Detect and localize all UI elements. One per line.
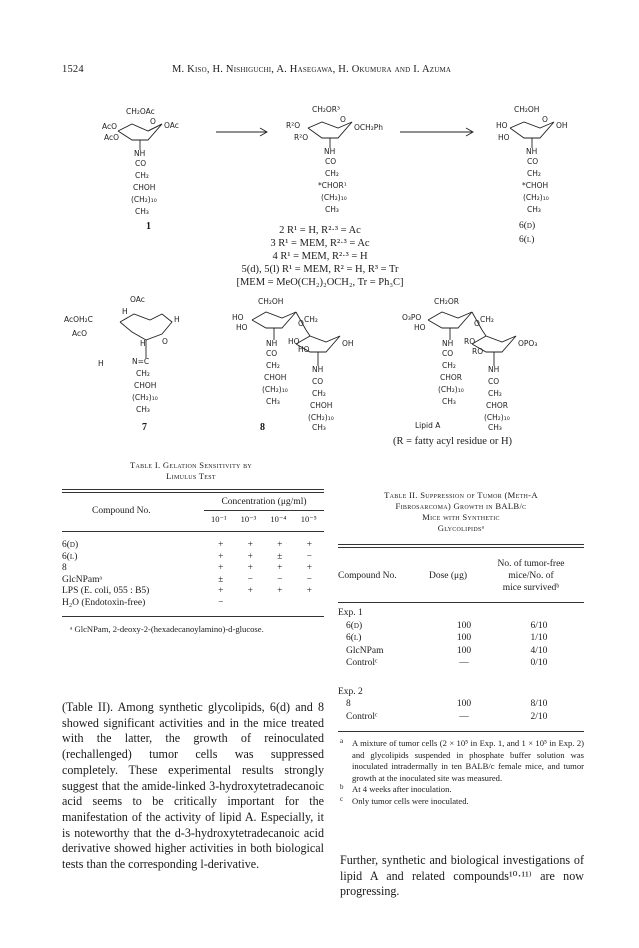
legend-line: 3 R¹ = MEM, R²·³ = Ac xyxy=(270,238,370,249)
table1-cell: + xyxy=(218,563,224,574)
table2-col-result-line: mice/No. of xyxy=(508,571,554,581)
table1-cell: + xyxy=(277,586,283,597)
table1-cell: + xyxy=(306,540,312,550)
svg-text:*CHOH: *CHOH xyxy=(522,181,549,190)
table1-cell: + xyxy=(277,563,283,574)
svg-text:CH₂OAc: CH₂OAc xyxy=(126,107,155,116)
svg-text:CO: CO xyxy=(442,349,454,358)
svg-text:NH: NH xyxy=(266,339,278,348)
table1-cell: ± xyxy=(277,551,283,562)
svg-text:(CH₂)₁₀: (CH₂)₁₀ xyxy=(321,193,347,202)
table1-cell: + xyxy=(306,586,312,597)
compound-legend xyxy=(200,224,440,289)
svg-text:CH₂: CH₂ xyxy=(442,361,456,370)
svg-text:O: O xyxy=(298,319,304,328)
compound-label-7: 7 xyxy=(142,422,147,433)
svg-text:CH₂OR³: CH₂OR³ xyxy=(312,105,341,114)
table2-compound: GlcNPam xyxy=(346,645,384,656)
svg-text:(CH₂)₁₀: (CH₂)₁₀ xyxy=(438,385,464,394)
table2-dose: 100 xyxy=(456,645,472,656)
table2-caption-line: Glycolipidsᵃ xyxy=(437,523,485,533)
svg-text:H: H xyxy=(140,339,146,348)
table2-col-result-line: mice survivedᵇ xyxy=(502,583,560,593)
table2-dose: 100 xyxy=(456,633,472,643)
table1-compound: H₂O (Endotoxin-free) xyxy=(62,597,146,608)
table1-conc-header: 10⁻³ xyxy=(240,514,257,524)
table1-cell: + xyxy=(247,551,253,562)
table-row xyxy=(62,563,324,575)
svg-text:CH₂: CH₂ xyxy=(312,389,326,398)
svg-text:CH₂: CH₂ xyxy=(480,315,494,324)
table2-col-result-line: No. of tumor-free xyxy=(497,559,565,569)
table1-caption-line: Table I. Gelation Sensitivity by xyxy=(129,460,253,470)
table1-cell: − xyxy=(306,551,312,562)
table2-compound: 6(l) xyxy=(346,633,362,643)
svg-text:O: O xyxy=(340,115,346,124)
table2-footnote-c: Only tumor cells were inoculated. xyxy=(352,795,469,806)
structures-7-8-lipidA xyxy=(62,292,582,432)
table1-caption-line: Limulus Test xyxy=(166,471,216,481)
table1-caption xyxy=(62,460,320,482)
svg-text:HO: HO xyxy=(298,345,310,354)
table1-compound: 6(l) xyxy=(62,551,78,562)
svg-text:CO: CO xyxy=(325,157,337,166)
table1-cell: ± xyxy=(218,574,224,585)
table-row xyxy=(62,598,324,610)
table2-exp2-label: Exp. 2 xyxy=(338,686,363,697)
svg-text:NH: NH xyxy=(312,365,324,374)
svg-text:(CH₂)₁₀: (CH₂)₁₀ xyxy=(484,413,510,422)
svg-text:HO: HO xyxy=(232,313,244,322)
running-head-authors: M. Kiso, H. Nishiguchi, A. Hasegawa, H. Okumura and I. Azuma xyxy=(172,64,452,75)
table2-compound: 8 xyxy=(346,699,351,709)
svg-text:CH₂OH: CH₂OH xyxy=(258,297,284,306)
svg-text:(CH₂)₁₀: (CH₂)₁₀ xyxy=(262,385,288,394)
svg-text:AcO: AcO xyxy=(102,122,118,131)
svg-text:AcO: AcO xyxy=(72,329,88,338)
svg-text:AcOH₂C: AcOH₂C xyxy=(64,315,93,324)
table1-conc-header: 10⁻⁵ xyxy=(300,514,317,524)
table-row xyxy=(338,711,584,724)
svg-text:HO: HO xyxy=(498,133,510,142)
table2-compound: Controlᶜ xyxy=(346,711,378,722)
body-text-left: (Table II). Among synthetic glycolipids, 6(d) and 8 showed significant activities and in the mice treated with the latter, the growth of reinoculated (rechallenged) tumor cells was suppressed completely. These experimental results strongly suggest that the amide-linked 3-hydroxytetradecanoic acid seems to be critically important for the manifestation of the activity of lipid A. Especially, it is noteworthy that the d-3-hydroxytetradecanoic acid derivative showed higher activities in both biological tests than the corresponding l-derivative. xyxy=(62,700,324,872)
table-row xyxy=(62,586,324,598)
svg-text:CO: CO xyxy=(488,377,500,386)
svg-text:CH₂: CH₂ xyxy=(135,171,149,180)
table1-cell: − xyxy=(306,574,312,585)
svg-text:CH₂OR: CH₂OR xyxy=(434,297,459,306)
svg-text:(CH₂)₁₀: (CH₂)₁₀ xyxy=(308,413,334,422)
compound-label-1: 1 xyxy=(146,221,151,232)
table-row xyxy=(62,575,324,587)
svg-text:(CH₂)₁₀: (CH₂)₁₀ xyxy=(132,393,158,402)
table2-compound: Controlᶜ xyxy=(346,658,378,668)
table-row xyxy=(338,698,584,711)
compound-label-8: 8 xyxy=(260,422,265,433)
svg-text:CO: CO xyxy=(312,377,324,386)
table2-caption-line: Mice with Synthetic xyxy=(422,512,500,522)
table2-footnote-a: A mixture of tumor cells (2 × 10⁵ in Exp. 1, and 1 × 10⁵ in Exp. 2) and glycolipids suspended in phosphate buffer solution was inoculated intradermally in ten BALB/c female mice, and tumor growth at the inoculated site was measured. xyxy=(352,738,584,783)
svg-text:CH₂: CH₂ xyxy=(266,361,280,370)
svg-text:OH: OH xyxy=(556,121,568,130)
table2-result: 0/10 xyxy=(530,658,548,668)
svg-text:O: O xyxy=(542,115,548,124)
table1-col-compound: Compound No. xyxy=(92,506,151,516)
svg-text:H: H xyxy=(174,315,180,324)
table1-cell: − xyxy=(247,574,253,585)
compound-label-6l: 6(l) xyxy=(519,235,535,245)
table2-dose: — xyxy=(459,658,469,668)
svg-text:OAc: OAc xyxy=(130,295,145,304)
table1-cell: + xyxy=(277,540,283,550)
svg-text:O: O xyxy=(162,337,168,346)
svg-text:H: H xyxy=(122,307,128,316)
legend-line: 2 R¹ = H, R²·³ = Ac xyxy=(279,225,361,236)
svg-text:CO: CO xyxy=(135,159,147,168)
svg-text:AcO: AcO xyxy=(104,133,120,142)
table2-footnotes: a A mixture of tumor cells (2 × 10⁵ in Exp. 1, and 1 × 10⁵ in Exp. 2) and glycolipids suspended in phosphate buffer solution was inoculated intradermally in ten BALB/c female mice, and tumor growth at the inoculated site was measured. b At 4 weeks after inoculation. c Only tumor cells were inoculated. xyxy=(340,737,584,806)
legend-line: 5(d), 5(l) R¹ = MEM, R² = H, R³ = Tr xyxy=(241,264,399,275)
svg-text:CH₃: CH₃ xyxy=(527,205,541,214)
svg-text:CH₂: CH₂ xyxy=(136,369,150,378)
table2-dose: 100 xyxy=(456,699,472,709)
table1-cell: + xyxy=(247,540,253,550)
svg-text:CH₃: CH₃ xyxy=(488,423,502,432)
svg-text:NH: NH xyxy=(488,365,500,374)
body-text-right: Further, synthetic and biological investigations of lipid A and related compounds¹⁰·¹¹⁾ are now progressing. xyxy=(340,853,584,899)
table1 xyxy=(62,489,324,635)
svg-text:RO: RO xyxy=(472,347,484,356)
svg-text:HO: HO xyxy=(236,323,248,332)
svg-text:CH₃: CH₃ xyxy=(312,423,326,432)
table1-cell xyxy=(295,598,325,610)
svg-text:CH₂OH: CH₂OH xyxy=(514,105,540,114)
table1-compound: LPS (E. coli, 055 : B5) xyxy=(62,586,150,597)
table2-compound: 6(d) xyxy=(346,620,363,631)
table1-cell: + xyxy=(218,586,224,597)
table1-cell: − xyxy=(218,597,224,608)
table1-compound: 8 xyxy=(62,563,67,574)
table2-caption xyxy=(340,490,582,534)
svg-text:CH₂: CH₂ xyxy=(527,169,541,178)
svg-text:HO: HO xyxy=(496,121,508,130)
reaction-scheme-top xyxy=(90,98,568,238)
svg-text:HO: HO xyxy=(414,323,426,332)
table1-cell: + xyxy=(218,540,224,550)
svg-text:CHOH: CHOH xyxy=(133,183,156,192)
table-row xyxy=(338,645,584,658)
table1-col-conc: Concentration (μg/ml) xyxy=(204,497,324,511)
table1-cell: + xyxy=(247,586,253,597)
table-row xyxy=(62,540,324,552)
table1-conc-header: 10⁻¹ xyxy=(211,514,227,524)
svg-text:CH₂: CH₂ xyxy=(325,169,339,178)
table2 xyxy=(338,544,584,807)
table1-compound: 6(d) xyxy=(62,540,79,550)
svg-text:N=C: N=C xyxy=(132,357,150,366)
svg-text:CHOR: CHOR xyxy=(486,401,508,410)
table2-dose: 100 xyxy=(456,620,472,631)
legend-line: 4 R¹ = MEM, R²·³ = H xyxy=(272,251,368,262)
table1-cell: + xyxy=(306,563,312,574)
svg-text:(CH₂)₁₀: (CH₂)₁₀ xyxy=(131,195,157,204)
table1-cell xyxy=(265,598,295,610)
svg-text:NH: NH xyxy=(526,147,538,156)
table1-cell: + xyxy=(218,551,224,562)
svg-text:CO: CO xyxy=(527,157,539,166)
table2-result: 6/10 xyxy=(530,620,548,631)
table2-result: 1/10 xyxy=(530,633,548,643)
svg-text:NH: NH xyxy=(442,339,454,348)
table1-cell: − xyxy=(277,574,283,585)
svg-text:CH₂: CH₂ xyxy=(304,315,318,324)
lipid-a-note: (R = fatty acyl residue or H) xyxy=(393,436,513,447)
svg-text:CHOH: CHOH xyxy=(264,373,287,382)
svg-text:H: H xyxy=(98,359,104,368)
svg-text:CHOH: CHOH xyxy=(310,401,333,410)
svg-text:O₃PO: O₃PO xyxy=(402,313,422,322)
compound-label-6d: 6(d) xyxy=(519,221,536,231)
lipid-a-label: Lipid A xyxy=(415,421,441,430)
svg-text:CH₂: CH₂ xyxy=(488,389,502,398)
svg-text:R²O: R²O xyxy=(294,133,309,142)
table-row xyxy=(338,657,584,670)
svg-text:OH: OH xyxy=(342,339,354,348)
table-row xyxy=(338,620,584,633)
svg-text:O: O xyxy=(150,117,156,126)
table2-dose: — xyxy=(459,711,469,722)
svg-text:CO: CO xyxy=(266,349,278,358)
svg-text:O: O xyxy=(474,319,480,328)
table2-result: 8/10 xyxy=(530,699,548,709)
svg-text:R²O: R²O xyxy=(286,121,301,130)
table1-conc-header: 10⁻⁴ xyxy=(270,514,287,524)
table2-col-dose: Dose (μg) xyxy=(428,571,468,581)
svg-text:CH₃: CH₃ xyxy=(442,397,456,406)
svg-text:NH: NH xyxy=(134,149,146,158)
svg-text:*CHOR¹: *CHOR¹ xyxy=(318,181,347,190)
svg-text:OAc: OAc xyxy=(164,121,179,130)
table1-cell: + xyxy=(247,563,253,574)
svg-text:CH₃: CH₃ xyxy=(136,405,150,414)
svg-text:NH: NH xyxy=(324,147,336,156)
table1-compound: GlcNPamᵃ xyxy=(62,574,103,585)
svg-text:CHOR: CHOR xyxy=(440,373,462,382)
table2-result: 4/10 xyxy=(530,645,548,656)
table2-col-compound: Compound No. xyxy=(338,571,397,581)
table2-exp1-label: Exp. 1 xyxy=(338,608,363,618)
svg-text:OCH₂Ph: OCH₂Ph xyxy=(354,123,384,132)
table2-caption-line: Fibrosarcoma) Growth in BALB/c xyxy=(395,501,527,511)
table2-col-result xyxy=(478,558,584,594)
table-row xyxy=(338,632,584,645)
table2-footnote-b: At 4 weeks after inoculation. xyxy=(352,784,452,794)
legend-line: [MEM = MeO(CH₂)₂OCH₂, Tr = Ph₃C] xyxy=(236,277,404,288)
svg-text:CHOH: CHOH xyxy=(134,381,157,390)
table1-footnote: ᵃ GlcNPam, 2-deoxy-2-(hexadecanoylamino)-d-glucose. xyxy=(70,623,264,634)
svg-text:CH₃: CH₃ xyxy=(325,205,339,214)
svg-text:CH₃: CH₃ xyxy=(266,397,280,406)
table2-caption-line: Table II. Suppression of Tumor (Meth-A xyxy=(384,490,538,500)
svg-text:(CH₂)₁₀: (CH₂)₁₀ xyxy=(523,193,549,202)
table-row xyxy=(62,552,324,564)
svg-text:CH₃: CH₃ xyxy=(135,207,149,216)
svg-text:OPO₃: OPO₃ xyxy=(518,339,538,348)
table1-cell xyxy=(236,598,266,610)
svg-text:RO: RO xyxy=(464,337,476,346)
table2-result: 2/10 xyxy=(530,711,548,722)
svg-text:HO: HO xyxy=(288,337,300,346)
page-number: 1524 xyxy=(62,64,84,75)
